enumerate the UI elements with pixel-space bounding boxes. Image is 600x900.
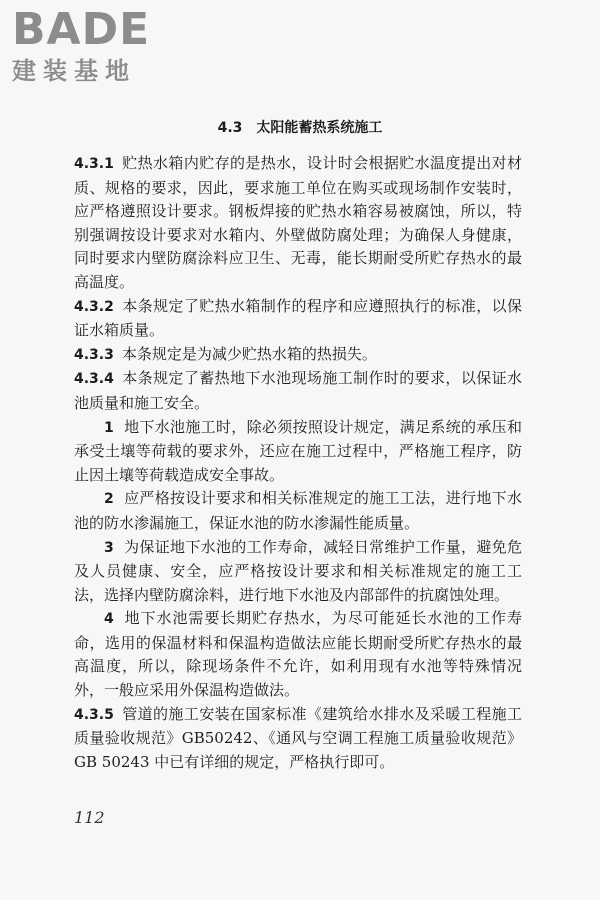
clause-text: 本条规定了贮热水箱制作的程序和应遵照执行的标准，以保证水箱质量。 [74, 296, 522, 340]
section-title: 太阳能蓄热系统施工 [256, 120, 383, 136]
clause-text: 管道的施工安装在国家标准《建筑给水排水及采暖工程施工质量验收规范》GB50242、《通风与空调工程施工质量验收规范》GB 50243 中已有详细的规定，严格执行即可。 [74, 704, 522, 771]
list-item-3 [74, 536, 522, 608]
clause-4-3-2 [74, 295, 522, 343]
clause-number: 4.3.2 [74, 298, 114, 315]
logo-subtitle: 建装基地 [12, 57, 136, 85]
logo [12, 6, 150, 86]
item-text: 地下水池需要长期贮存热水，为尽可能延长水池的工作寿命，选用的保温材料和保温构造做法应能长期耐受所贮存热水的最高温度，所以，除现场条件不允许，如利用现有水池等特殊情况外，一般应采用外保温构造做法。 [74, 609, 522, 700]
item-number: 3 [104, 539, 114, 556]
page-number: 112 [74, 808, 105, 827]
clause-number: 4.3.5 [74, 706, 114, 723]
clause-4-3-3 [74, 343, 522, 368]
list-item-4 [74, 607, 522, 702]
clause-number: 4.3.4 [74, 371, 114, 388]
section-heading [0, 118, 600, 138]
item-text: 为保证地下水池的工作寿命，减轻日常维护工作量，避免危及人员健康、安全，应严格按设计要求和相关标准规定的施工工法，选择内壁防腐涂料，进行地下水池及内部部件的抗腐蚀处理。 [74, 537, 522, 604]
item-text: 应严格按设计要求和相关标准规定的施工工法，进行地下水池的防水渗漏施工，保证水池的防水渗漏性能质量。 [74, 489, 522, 532]
item-number: 1 [104, 419, 114, 436]
item-text: 地下水池施工时，除必须按照设计规定，满足系统的承压和承受土壤等荷载的要求外，还应在施工过程中，严格施工程序，防止因土壤等荷载造成安全事故。 [74, 417, 522, 484]
section-number: 4.3 [217, 120, 243, 136]
clause-4-3-4 [74, 367, 522, 415]
clause-number: 4.3.1 [74, 156, 114, 172]
clause-number: 4.3.3 [74, 346, 114, 363]
list-item-2 [74, 487, 522, 535]
clause-text: 贮热水箱内贮存的是热水，设计时会根据贮水温度提出对材质、规格的要求，因此，要求施工单位在购买或现场制作安装时，应严格遵照设计要求。钢板焊接的贮热水箱容易被腐蚀，所以，特别强调按设计要求对水箱内、外壁做防腐处理；为确保人身健康，同时要求内壁防腐涂料应卫生、无毒，能长期耐受所贮存热水的最高温度。 [74, 154, 522, 291]
clause-text: 本条规定是为减少贮热水箱的热损失。 [121, 344, 377, 363]
clause-text: 本条规定了蓄热地下水池现场施工制作时的要求，以保证水池质量和施工安全。 [74, 369, 522, 412]
item-number: 2 [104, 491, 114, 508]
clause-4-3-1 [74, 152, 522, 295]
clause-4-3-5 [74, 703, 522, 775]
body-text [74, 152, 522, 774]
list-item-1 [74, 416, 522, 488]
item-number: 4 [104, 611, 114, 628]
logo-wordmark: BADE [12, 4, 151, 55]
